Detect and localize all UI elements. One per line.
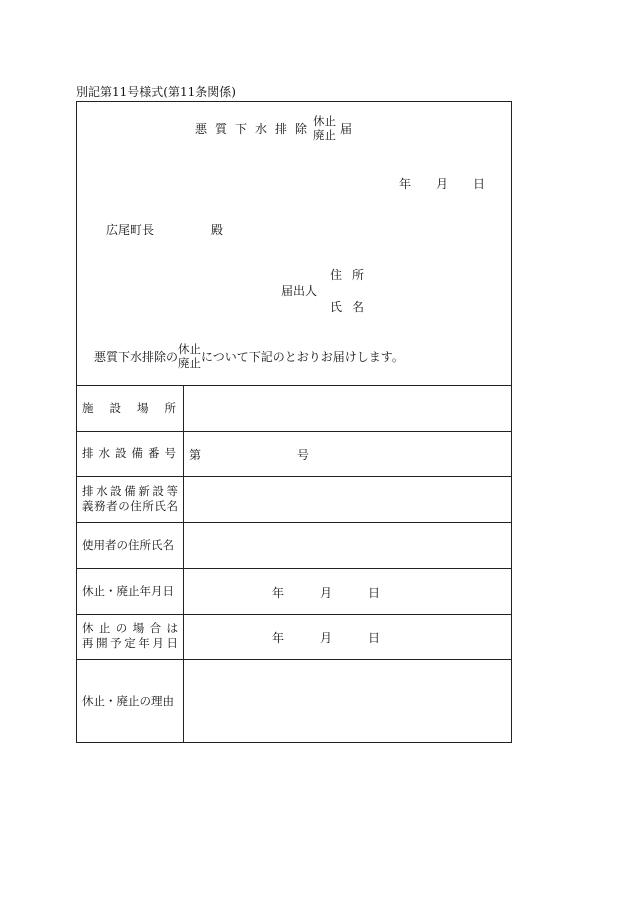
label-column-divider [183, 385, 184, 742]
title-option-stack [313, 114, 336, 142]
resumption-label-line1: 休止の場合は [82, 621, 178, 635]
title-main: 悪質下水排除 [195, 121, 316, 136]
title-option-abolish: 廃止 [313, 128, 337, 142]
applicant-address-label: 住所 [330, 268, 375, 282]
addressee-honorific: 殿 [211, 223, 224, 237]
user-address-label: 使用者の住所氏名 [82, 538, 174, 552]
form-caption: 別記第11号様式(第11条関係) [76, 85, 236, 99]
drainage-number-prefix: 第 [189, 448, 202, 462]
notification-form [76, 101, 512, 743]
row-divider [77, 568, 511, 569]
obligor-label-line1: 排水設備新設等 [82, 484, 178, 498]
table-top-border [77, 385, 511, 386]
obligor-label [82, 484, 178, 514]
statement-suffix: について下記のとおりお届けします。 [201, 349, 404, 364]
applicant-name-label: 氏名 [330, 300, 375, 314]
drainage-number-label: 排水設備番号 [82, 446, 176, 460]
date-day-label: 日 [473, 177, 486, 191]
reason-label: 休止・廃止の理由 [82, 694, 174, 708]
title-suffix: 届 [340, 121, 353, 136]
suspension-date-month: 月 [320, 586, 333, 600]
date-month-label: 月 [436, 177, 449, 191]
row-divider [77, 431, 511, 432]
applicant-label: 届出人 [281, 284, 318, 298]
addressee-name: 広尾町長 [106, 223, 155, 237]
resumption-date-day: 日 [368, 631, 381, 645]
drainage-number-suffix: 号 [297, 448, 310, 462]
resumption-label-line2: 再開予定年月日 [82, 636, 178, 650]
row-divider [77, 614, 511, 615]
title-option-suspend: 休止 [313, 114, 337, 128]
statement-option-abolish: 廃止 [178, 356, 202, 370]
statement-prefix: 悪質下水排除の [94, 349, 179, 364]
date-year-label: 年 [399, 177, 412, 191]
obligor-label-line2: 義務者の住所氏名 [82, 499, 178, 513]
row-divider [77, 476, 511, 477]
form-title [195, 114, 352, 142]
suspension-date-label: 休止・廃止年月日 [82, 584, 174, 598]
facility-location-label: 施設場所 [82, 401, 176, 415]
statement-option-suspend: 休止 [178, 342, 202, 356]
row-divider [77, 659, 511, 660]
row-divider [77, 522, 511, 523]
suspension-date-day: 日 [368, 586, 381, 600]
resumption-date-year: 年 [272, 631, 285, 645]
resumption-date-month: 月 [320, 631, 333, 645]
statement-option-stack [178, 342, 201, 370]
resumption-label [82, 621, 178, 651]
suspension-date-year: 年 [272, 586, 285, 600]
statement [94, 342, 404, 370]
